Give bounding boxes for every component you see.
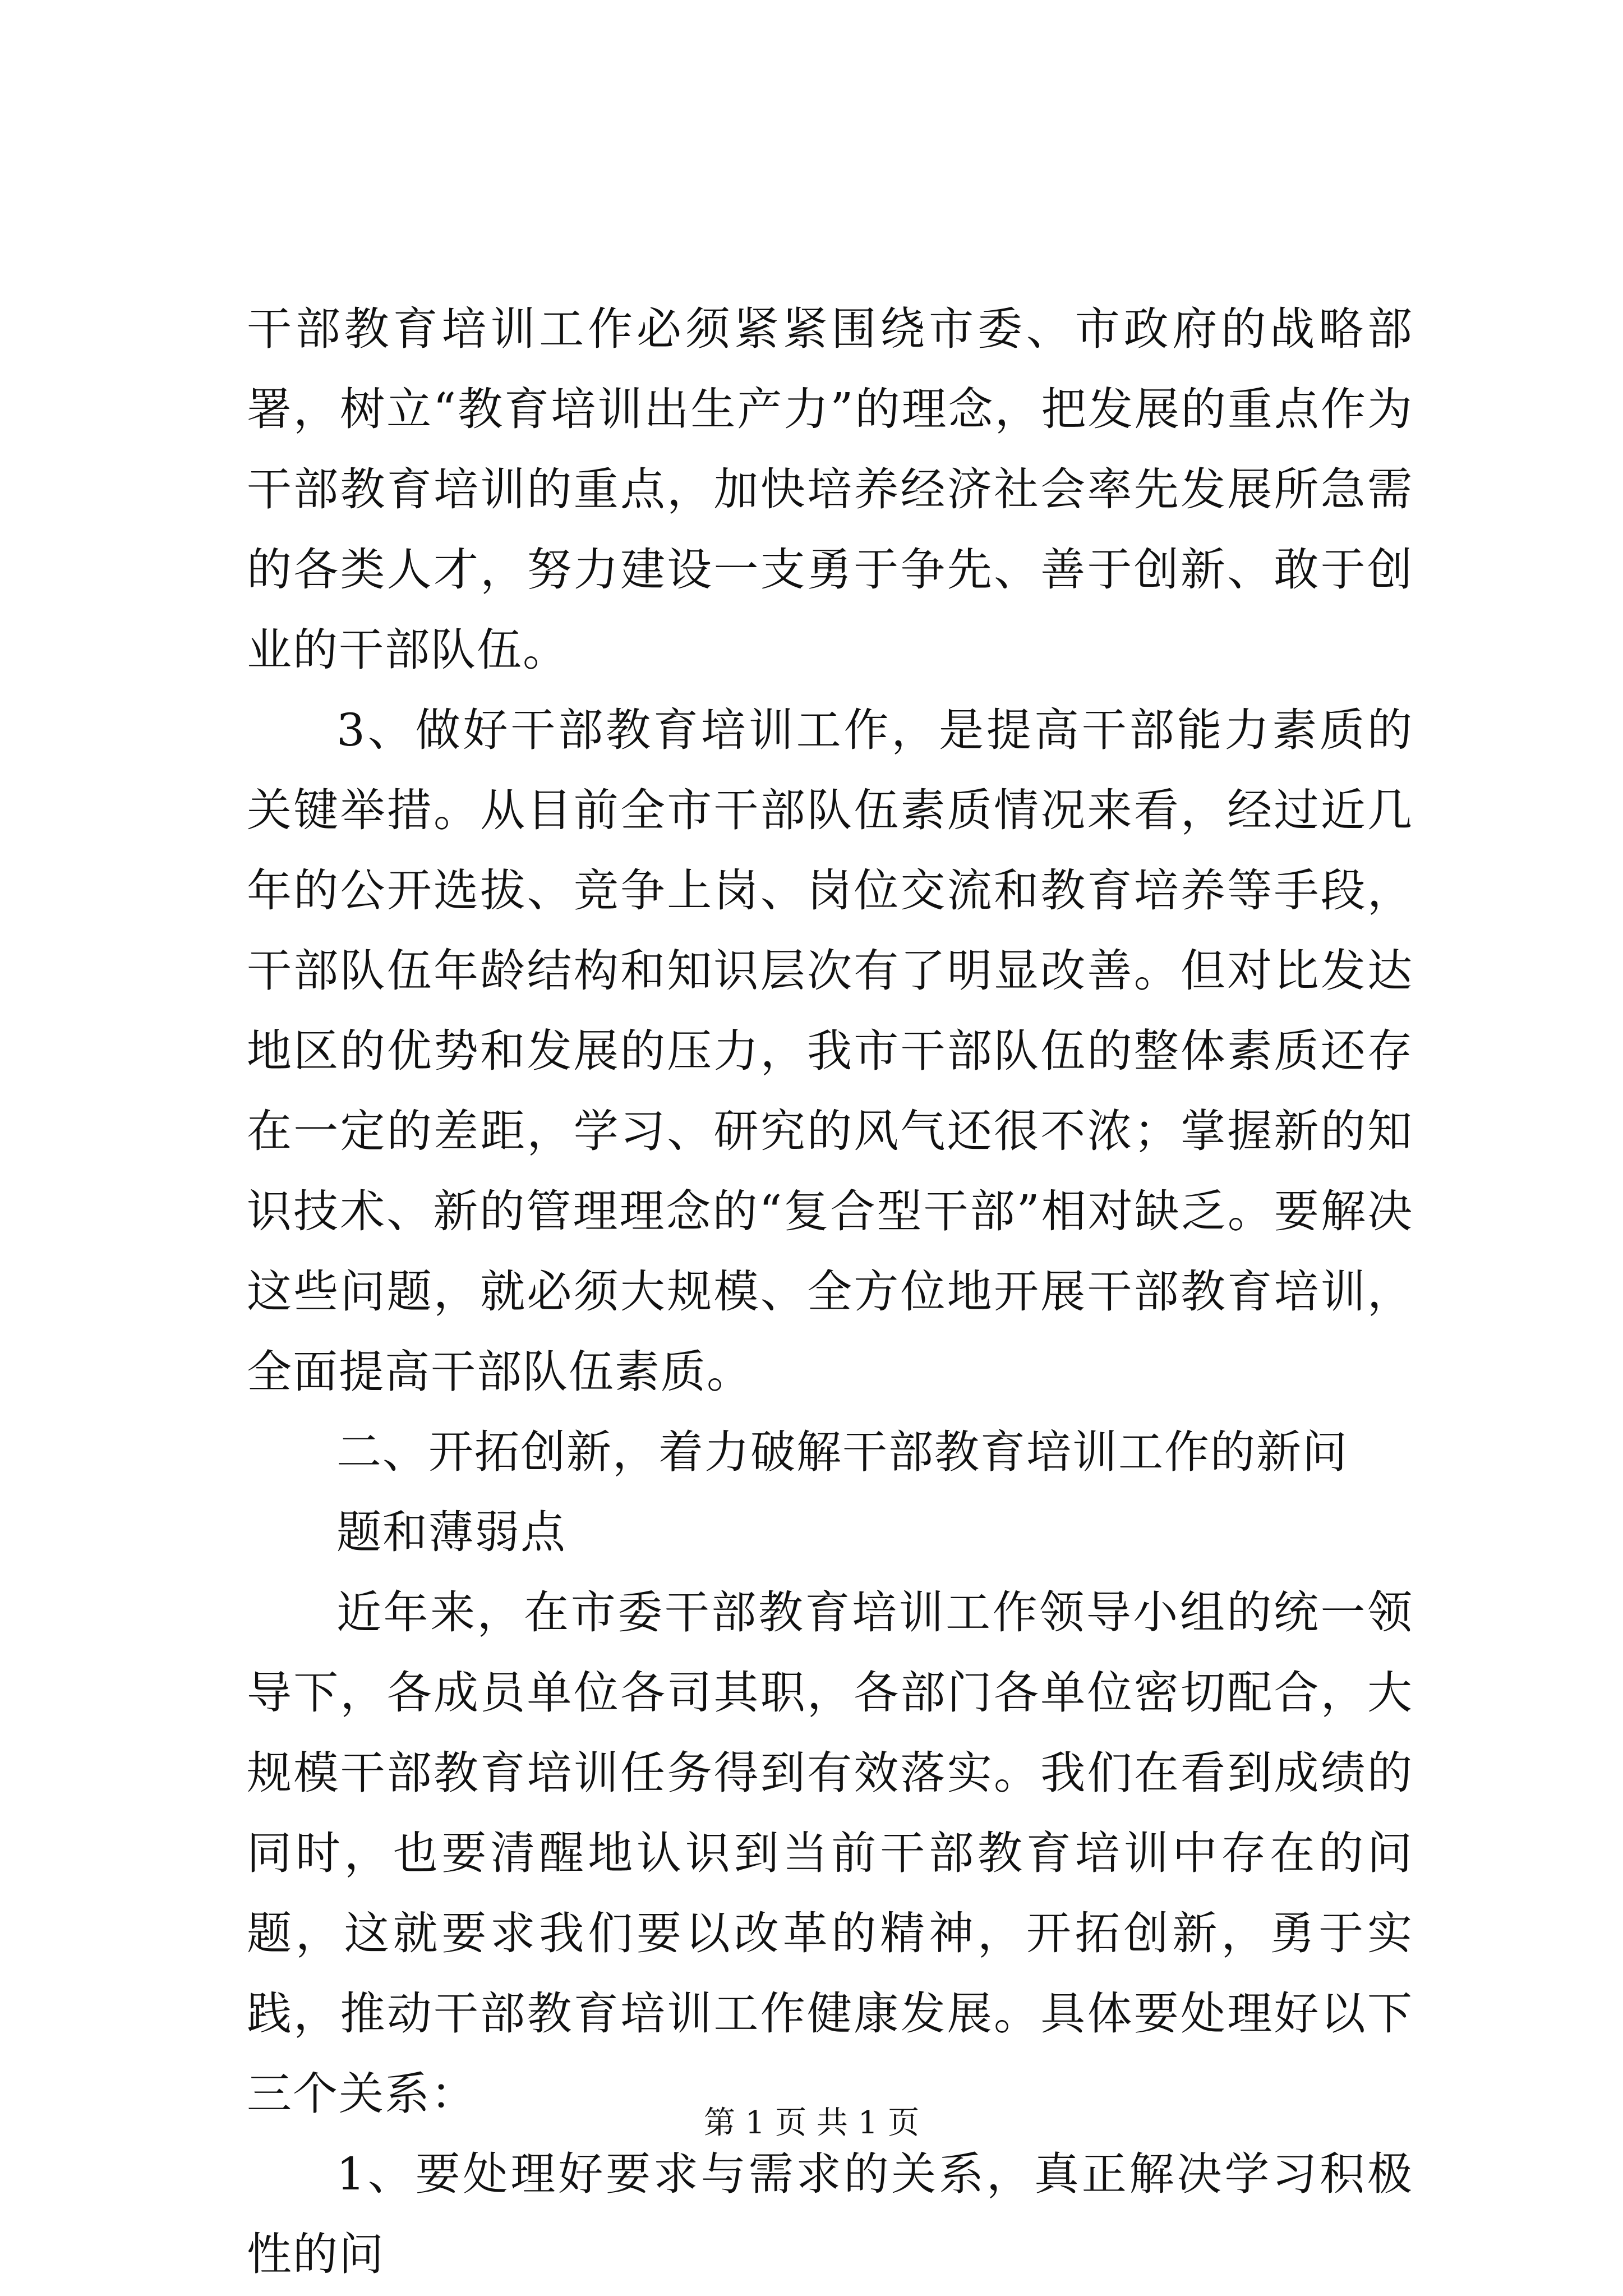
section-heading-2: 二、开拓创新，着力破解干部教育培训工作的新问题和薄弱点 [336, 1426, 1348, 1558]
paragraph-section-intro: 近年来，在市委干部教育培训工作领导小组的统一领导下，各成员单位各司其职，各部门各单位密切配合，大规模干部教育培训任务得到有效落实。我们在看到成绩的同时，也要清醒地认识到当前干部教育培训中存在的问题，这就要求我们要以改革的精神，开拓创新，勇于实践，推动干部教育培训工作健康发展。具体要处理好以下三个关系： [247, 1586, 1413, 2120]
page-number-footer: 第 1 页 共 1 页 [703, 2105, 920, 2141]
paragraph-continuation: 干部教育培训工作必须紧紧围绕市委、市政府的战略部署，树立“教育培训出生产力”的理念，把发展的重点作为干部教育培训的重点，加快培养经济社会率先发展所急需的各类人才，努力建设一支勇于争先、善于创新、敢于创业的干部队伍。 [247, 303, 1413, 676]
paragraph-point-3: 3、做好干部教育培训工作，是提高干部能力素质的关键举措。从目前全市干部队伍素质情况来看，经过近几年的公开选拔、竞争上岗、岗位交流和教育培养等手段，干部队伍年龄结构和知识层次有了明显改善。但对比发达地区的优势和发展的压力，我市干部队伍的整体素质还存在一定的差距，学习、研究的风气还很不浓；掌握新的知识技术、新的管理理念的“复合型干部”相对缺乏。要解决这些问题，就必须大规模、全方位地开展干部教育培训，全面提高干部队伍素质。 [247, 704, 1413, 1398]
document-body [247, 289, 1413, 2294]
paragraph-point-1: 1、要处理好要求与需求的关系，真正解决学习积极性的问 [247, 2148, 1413, 2280]
